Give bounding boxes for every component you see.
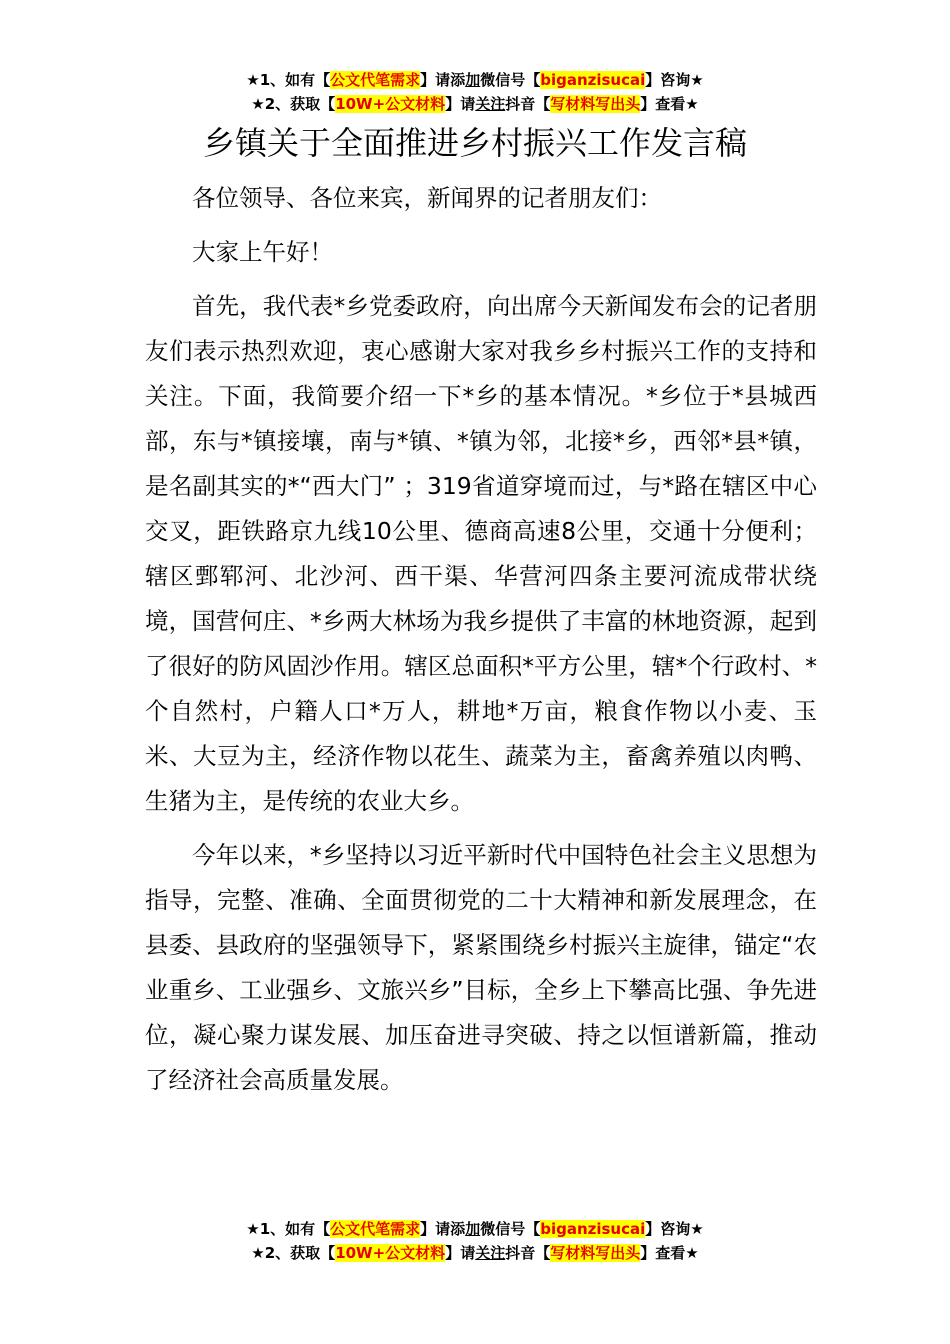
footer-line-2-prefix: ★2、获取【	[251, 1244, 336, 1262]
salutation-paragraph: 各位领导、各位来宾，新闻界的记者朋友们：	[192, 184, 662, 212]
basic-info-paragraph: 首先，我代表*乡党委政府，向出席今天新闻发布会的记者朋友们表示热烈欢迎，衷心感谢大家对我乡乡村振兴工作的支持和关注。下面，我简要介绍一下*乡的基本情况。*乡位于*县城西部，东与*镇接壤，南与*镇、*镇为邻，北接*乡，西邻*县*镇，是名副其实的*“西大门” ；319省道穿境而过，与*路在辖区中心交叉，距铁路京九线10公里、德商高速8公里，交通十分便利；辖区鄄郓河、北沙河、西干渠、华营河四条主要河流成带状绕境，国营何庄、*乡两大林场为我乡提供了丰富的林地资源，起到了很好的防风固沙作用。辖区总面积*平方公里，辖*个行政村、*个自然村，户籍人口*万人，耕地*万亩，粮食作物以小麦、玉米、大豆为主，经济作物以花生、蔬菜为主，畜禽养殖以肉鸭、生猪为主，是传统的农业大乡。	[145, 292, 817, 815]
footer-promo-line-2	[0, 1241, 950, 1265]
footer-line-1-suffix: 】咨询★	[645, 1220, 704, 1238]
promo-highlight-materials: 10W+公文材料	[335, 95, 446, 113]
greeting-paragraph: 大家上午好！	[192, 238, 333, 266]
promo-line-1-underlined: 加	[465, 71, 481, 89]
footer-line-2-suffix: 】查看★	[640, 1244, 699, 1262]
footer-line-1-prefix: ★1、如有【	[246, 1220, 331, 1238]
promo-line-1-suffix: 】咨询★	[645, 71, 704, 89]
promo-line-2-prefix: ★2、获取【	[251, 95, 336, 113]
footer-highlight-writing-service: 公文代笔需求	[330, 1220, 421, 1238]
promo-line-2-text: 】请	[445, 95, 476, 113]
promo-line-2-underlined: 关注	[475, 95, 506, 113]
document-title: 乡镇关于全面推进乡村振兴工作发言稿	[202, 124, 747, 162]
footer-line-1-text-2: 微信号【	[480, 1220, 541, 1238]
footer-line-2-underlined: 关注	[475, 1244, 506, 1262]
footer-line-2-text-2: 抖音【	[505, 1244, 551, 1262]
document-body	[145, 176, 817, 1112]
footer-highlight-materials: 10W+公文材料	[335, 1244, 446, 1262]
header-promo-banner	[0, 68, 950, 116]
footer-highlight-douyin-account: 写材料写出头	[550, 1244, 641, 1262]
promo-line-1-prefix: ★1、如有【	[246, 71, 331, 89]
footer-highlight-wechat-id: biganzisucai	[540, 1220, 646, 1238]
promo-highlight-wechat-id: biganzisucai	[540, 71, 646, 89]
promo-line-2-suffix: 】查看★	[640, 95, 699, 113]
footer-promo-line-1	[0, 1217, 950, 1241]
promo-highlight-writing-service: 公文代笔需求	[330, 71, 421, 89]
promo-line-1-text: 】请添	[420, 71, 466, 89]
promo-line-1	[0, 68, 950, 92]
promo-line-2	[0, 92, 950, 116]
promo-highlight-douyin-account: 写材料写出头	[550, 95, 641, 113]
footer-line-1-text: 】请添	[420, 1220, 466, 1238]
promo-line-2-text-2: 抖音【	[505, 95, 551, 113]
progress-paragraph: 今年以来，*乡坚持以习近平新时代中国特色社会主义思想为指导，完整、准确、全面贯彻党的二十大精神和新发展理念，在县委、县政府的坚强领导下，紧紧围绕乡村振兴主旋律，锚定“农业重乡、工业强乡、文旅兴乡”目标，全乡上下攀高比强、争先进位，凝心聚力谋发展、加压奋进寻突破、持之以恒谱新篇，推动了经济社会高质量发展。	[145, 841, 817, 1094]
footer-promo-banner	[0, 1217, 950, 1265]
footer-line-2-text: 】请	[445, 1244, 476, 1262]
promo-line-1-text-2: 微信号【	[480, 71, 541, 89]
footer-line-1-underlined: 加	[465, 1220, 481, 1238]
